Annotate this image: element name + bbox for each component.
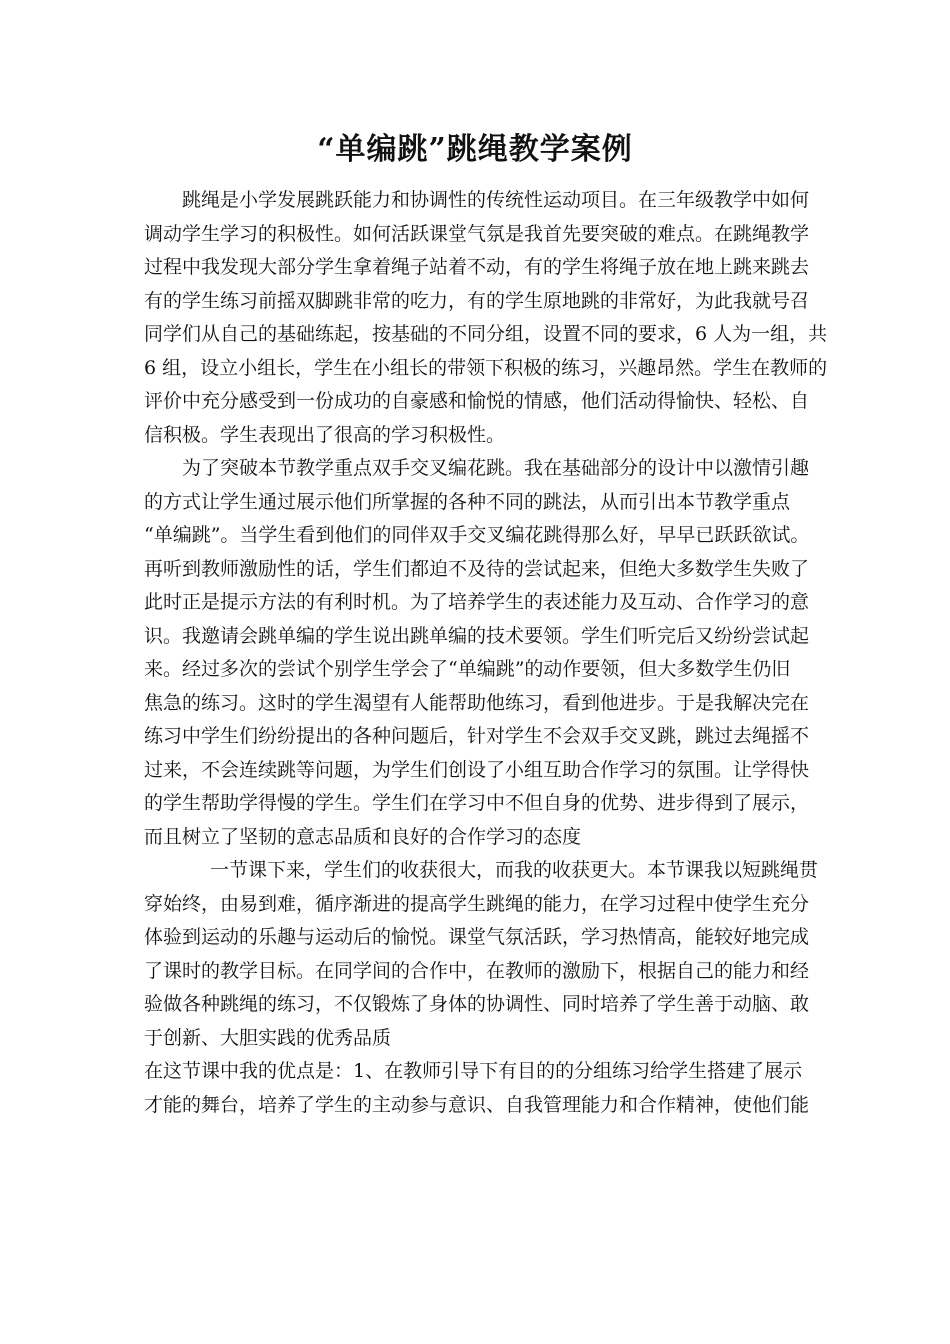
- document-body: [144, 184, 828, 1122]
- text-line: 的方式让学生通过展示他们所掌握的各种不同的跳法，从而引出本节教学重点: [144, 490, 791, 513]
- text-line: 有的学生练习前摇双脚跳非常的吃力，有的学生原地跳的非常好，为此我就号召: [144, 289, 810, 312]
- text-line: 过来，不会连续跳等问题，为学生们创设了小组互助合作学习的氛围。让学得快: [144, 758, 810, 781]
- text-line: 于创新、大胆实践的优秀品质: [144, 1026, 392, 1049]
- text-line: 识。我邀请会跳单编的学生说出跳单编的技术要领。学生们听完后又纷纷尝试起: [144, 624, 810, 647]
- text-line: 信积极。学生表现出了很高的学习积极性。: [144, 423, 506, 446]
- text-line: “单编跳”。当学生看到他们的同伴双手交叉编花跳得那么好，早早已跃跃欲试。: [144, 524, 810, 546]
- document-title: “单编跳”跳绳教学案例: [317, 132, 633, 167]
- text-line: 焦急的练习。这时的学生渴望有人能帮助他练习，看到他进步。于是我解决完在: [144, 691, 810, 714]
- text-line: 验做各种跳绳的练习，不仅锻炼了身体的协调性、同时培养了学生善于动脑、敢: [144, 993, 810, 1015]
- text-line: 来。经过多次的尝试个别学生学会了“单编跳”的动作要领，但大多数学生仍旧: [144, 658, 791, 680]
- text-line: 穿始终，由易到难，循序渐进的提高学生跳绳的能力，在学习过程中使学生充分: [144, 892, 810, 915]
- text-line: 了课时的教学目标。在同学间的合作中，在教师的激励下，根据自己的能力和经: [144, 959, 810, 982]
- text-line: 体验到运动的乐趣与运动后的愉悦。课堂气氛活跃，学习热情高，能较好地完成: [144, 926, 810, 948]
- text-line: 同学们从自己的基础练起，按基础的不同分组，设置不同的要求，6 人为一组，共: [144, 323, 828, 345]
- text-line: 一节课下来，学生们的收获很大，而我的收获更大。本节课我以短跳绳贯: [210, 859, 819, 881]
- text-line: 才能的舞台，培养了学生的主动参与意识、自我管理能力和合作精神，使他们能: [144, 1093, 810, 1116]
- text-line: 过程中我发现大部分学生拿着绳子站着不动，有的学生将绳子放在地上跳来跳去: [144, 256, 810, 278]
- text-line: 而且树立了坚韧的意志品质和良好的合作学习的态度: [144, 825, 582, 848]
- text-line: 的学生帮助学得慢的学生。学生们在学习中不但自身的优势、进步得到了展示，: [144, 792, 810, 814]
- text-line: 此时正是提示方法的有利时机。为了培养学生的表述能力及互动、合作学习的意: [144, 591, 810, 613]
- text-line: 6 组，设立小组长，学生在小组长的带领下积极的练习，兴趣昂然。学生在教师的: [144, 356, 828, 379]
- text-line: 评价中充分感受到一份成功的自豪感和愉悦的情感，他们活动得愉快、轻松、自: [144, 390, 810, 412]
- text-line: 练习中学生们纷纷提出的各种问题后，针对学生不会双手交叉跳，跳过去绳摇不: [144, 725, 810, 747]
- text-line: 在这节课中我的优点是：1、在教师引导下有目的的分组练习给学生搭建了展示: [144, 1060, 803, 1082]
- text-line: 跳绳是小学发展跳跃能力和协调性的传统性运动项目。在三年级教学中如何: [182, 189, 810, 211]
- text-line: 调动学生学习的积极性。如何活跃课堂气氛是我首先要突破的难点。在跳绳教学: [144, 222, 810, 245]
- text-line: 再听到教师激励性的话，学生们都迫不及待的尝试起来，但绝大多数学生失败了: [144, 557, 810, 580]
- text-line: 为了突破本节教学重点双手交叉编花跳。我在基础部分的设计中以激情引趣: [182, 457, 810, 479]
